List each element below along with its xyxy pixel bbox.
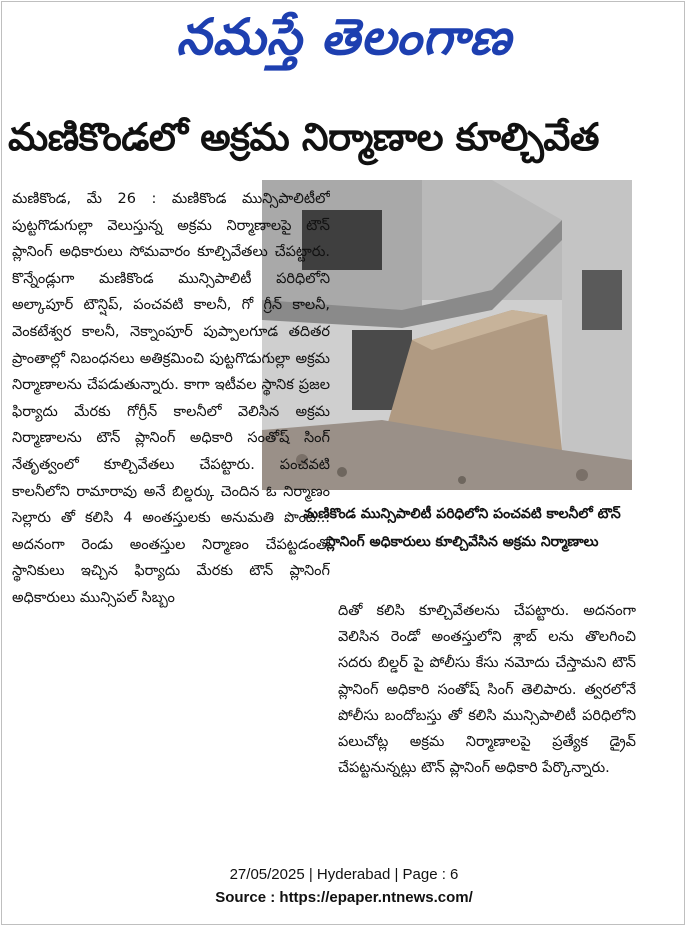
article-body-left: మణికొండ, మే 26 : మణికొండ మున్సిపాలిటీలో పుట్టగొడుగుల్లా వెలుస్తున్న అక్రమ నిర్మాణాలపై టౌన్ ప్లానింగ్ అధికారులు సోమవారం కూల్చివేతలు చేపట్టారు. కొన్నేండ్లుగా మణికొండ మున్సిపాలిటీ పరిధిలోని అల్కాపూర్ టౌన్షిప్, పంచవటి కాలనీ, గో గ్రీన్ కాలనీ, వెంకటేశ్వర కాలనీ, నెక్నాంపూర్ పుప్పాలగూడ తదితర ప్రాంతాల్లో నిబంధనలు అతిక్రమించి పుట్టగొడుగుల్లా అక్రమ నిర్మాణాలను చేపడుతున్నారు. కాగా ఇటీవల స్థానిక ప్రజల ఫిర్యాదు మేరకు గోగ్రీన్ కాలనీలో వెలిసిన అక్రమ నిర్మాణాలను టౌన్ ప్లానింగ్ అధికారి సంతోష్ సింగ్ నేతృత్వంలో కూల్చివేతలు చేపట్టారు. పంచవటి కాలనీలోని రామారావు అనే బిల్డర్కు చెందిన ఓ నిర్మాణం సెల్లారు తో కలిసి 4 అంతస్తులకు అనుమతి పొంది... అదనంగా రెండు అంతస్తుల నిర్మాణం చేపట్టడంతో స్థానికులు ఇచ్చిన ఫిర్యాదు మేరకు టౌన్ ప్లానింగ్ అధికారులు మున్సిపల్ సిబ్బం (12, 191, 330, 606)
article-column-right (338, 598, 636, 838)
footer-dateline: 27/05/2025 | Hyderabad | Page : 6 (229, 866, 459, 883)
article-body-right: దితో కలిసి కూల్చివేతలను చేపట్టారు. అదనంగా వెలిసిన రెండో అంతస్తులోని శ్లాబ్ లను తొలగించి సదరు బిల్డర్ పై పోలీసు కేసు నమోదు చేస్తామని టౌన్ ప్లానింగ్ అధికారి సంతోష్ సింగ్ తెలిపారు. త్వరలోనే పోలీసు బందోబస్తు తో కలిసి మున్సిపాలిటీ పరిధిలోని పలుచోట్ల అక్రమ నిర్మాణాలపై ప్రత్యేక డ్రైవ్ చేపట్టనున్నట్లు టౌన్ ప్లానింగ్ అధికారి పేర్కొన్నారు. (338, 603, 636, 777)
article-column-left (12, 186, 330, 836)
article-headline: మణికొండలో అక్రమ నిర్మాణాల కూల్చివేత (8, 115, 599, 159)
newspaper-masthead: నమస్తే తెలంగాణ (176, 8, 512, 66)
photo-caption: మణికొండ మున్సిపాలిటీ పరిధిలోని పంచవటి కాలనీలో టౌన్ ప్లానింగ్ అధికారులు కూల్చివేసిన అక్రమ నిర్మాణాలు (303, 506, 621, 550)
footer-source: Source : https://epaper.ntnews.com/ (215, 889, 473, 906)
